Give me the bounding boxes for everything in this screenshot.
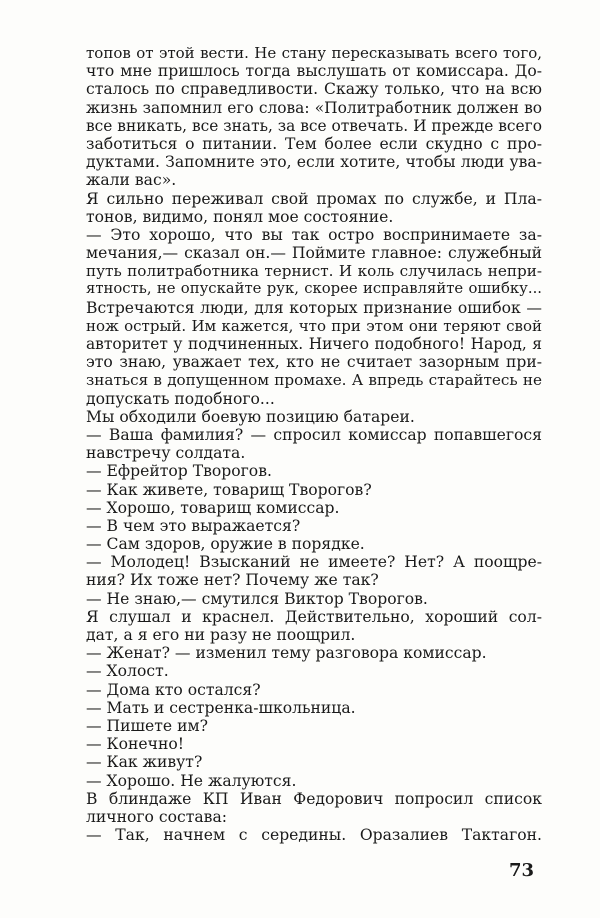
text-line: это знаю, уважает тех, кто не считает зазорным при- <box>86 353 542 372</box>
text-line: мечания,— сказал он.— Поймите главное: служебный <box>86 244 542 263</box>
text-line: дат, а я его ни разу не поощрил. <box>86 626 356 644</box>
text-line: топов от этой вести. Не стану пересказывать всего того, <box>86 44 542 62</box>
text-line: — Сам здоров, оружие в порядке. <box>86 535 365 554</box>
text-line: что мне пришлось тогда выслушать от комиссара. До- <box>86 62 542 81</box>
text-line: жали вас». <box>86 171 177 190</box>
text-line: допускать подобного... <box>86 389 275 408</box>
text-line: авторитет у подчиненных. Ничего подобного! Народ, я <box>86 335 542 353</box>
text-line: — Молодец! Взысканий не имеете? Нет? А поощре- <box>86 553 542 572</box>
text-line: — Не знаю,— смутился Виктор Творогов. <box>86 589 428 608</box>
text-line: жизнь запомнил его слова: «Политработник должен во <box>86 98 542 117</box>
text-line: — Женат? — изменил тему разговора комиссар. <box>86 644 487 663</box>
text-line: — Хорошо, товарищ комиссар. <box>86 498 340 517</box>
text-line: заботиться о питании. Тем более если скудно с про- <box>86 134 542 153</box>
text-line: тонов, видимо, понял мое состояние. <box>86 207 394 226</box>
text-line: — Дома кто остался? <box>86 680 261 699</box>
text-line: знаться в допущенном промахе. А впредь старайтесь не <box>86 371 542 390</box>
text-line: дуктами. Запомните это, если хотите, чтобы люди ува- <box>86 153 542 172</box>
text-line: — Это хорошо, что вы так остро воспринимаете за- <box>86 225 542 244</box>
text-line: нож острый. Им кажется, что при этом они теряют свой <box>86 316 542 335</box>
text-line: — Так, начнем с середины. Оразалиев Тактагон. <box>86 826 542 845</box>
text-line: ния? Их тоже нет? Почему же так? <box>86 571 379 590</box>
text-line: — Холост. <box>86 662 169 681</box>
text-line: Я слушал и краснел. Действительно, хороший сол- <box>86 607 542 626</box>
text-line: В блиндаже КП Иван Федорович попросил список <box>86 789 542 808</box>
text-line: — Как живут? <box>86 753 203 772</box>
text-line: — Пишете им? <box>86 716 208 735</box>
text-line: Я сильно переживал свой промах по службе, и Пла- <box>86 189 542 208</box>
text-line: путь политработника тернист. И коль случилась непри- <box>86 262 542 281</box>
text-line: — Мать и сестренка-школьница. <box>86 698 356 717</box>
text-line: — Ефрейтор Творогов. <box>86 462 272 481</box>
text-line: навстречу солдата. <box>86 444 246 463</box>
text-line: — Конечно! <box>86 735 184 754</box>
text-line: личного состава: <box>86 807 228 826</box>
text-line: — В чем это выражается? <box>86 516 301 535</box>
page-number: 73 <box>509 860 535 881</box>
text-line: — Как живете, товарищ Творогов? <box>86 480 372 499</box>
text-line: — Ваша фамилия? — спросил комиссар попавшегося <box>86 425 542 444</box>
text-line: Мы обходили боевую позицию батареи. <box>86 407 415 426</box>
text-line: Встречаются люди, для которых признание ошибок — <box>86 298 542 317</box>
text-line: сталось по справедливости. Скажу только, что на всю <box>86 80 542 99</box>
text-line: — Хорошо. Не жалуются. <box>86 771 297 790</box>
body-text <box>86 44 542 844</box>
text-line: ятность, не опускайте рук, скорее исправляйте ошибку... <box>86 280 542 298</box>
text-line: все вникать, все знать, за все отвечать. И прежде всего <box>86 116 542 135</box>
